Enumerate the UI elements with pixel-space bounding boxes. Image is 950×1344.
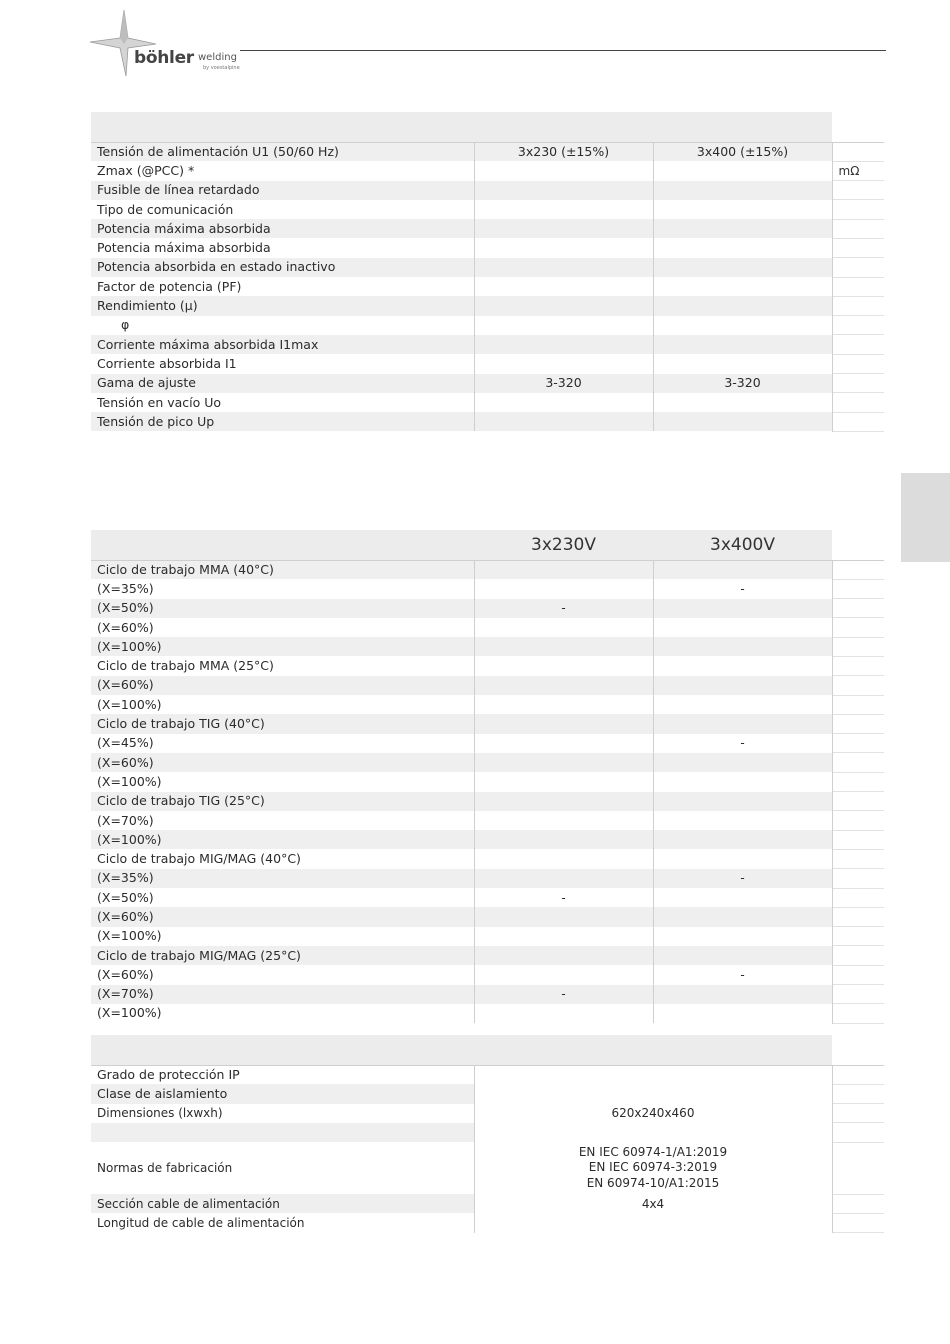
unit-cell: [832, 316, 884, 335]
row-label: Sección cable de alimentación: [91, 1194, 474, 1213]
table-row: [91, 637, 884, 656]
value-cell: 620x240x460: [474, 1104, 832, 1123]
value-400v: [653, 656, 832, 675]
brand-name: böhler: [134, 48, 194, 68]
row-label: Tensión en vacío Uo: [91, 393, 474, 412]
table-row: [91, 219, 884, 238]
row-label: Corriente absorbida I1: [91, 354, 474, 373]
unit-cell: [832, 1123, 884, 1142]
table-header-row: [91, 1035, 884, 1065]
value-230v: [474, 412, 653, 431]
unit-cell: [832, 985, 884, 1004]
table-row: [91, 811, 884, 830]
value-400v: [653, 599, 832, 618]
row-label: (X=35%): [91, 869, 474, 888]
unit-cell: [832, 1065, 884, 1084]
unit-cell: [832, 142, 884, 161]
row-label: (X=100%): [91, 1004, 474, 1023]
value-400v: [653, 695, 832, 714]
column-header-230v: 3x230V: [474, 530, 653, 560]
value-230v: [474, 200, 653, 219]
value-cell: 4x4: [474, 1194, 832, 1213]
table-row: [91, 618, 884, 637]
table-row: [91, 374, 884, 393]
row-label: (X=50%): [91, 599, 474, 618]
brand-tagline: by voestalpine: [203, 65, 240, 71]
table-header-row: [91, 530, 884, 560]
value-400v: [653, 560, 832, 579]
value-400v: [653, 811, 832, 830]
value-230v: [474, 927, 653, 946]
row-label: Tensión de pico Up: [91, 412, 474, 431]
value-230v: [474, 830, 653, 849]
unit-cell: [832, 869, 884, 888]
row-label: Longitud de cable de alimentación: [91, 1213, 474, 1232]
value-230v: [474, 579, 653, 598]
row-label: (X=35%): [91, 579, 474, 598]
row-label: Potencia máxima absorbida: [91, 238, 474, 257]
value-230v: [474, 811, 653, 830]
table-row: [91, 258, 884, 277]
unit-cell: [832, 849, 884, 868]
unit-cell: [832, 656, 884, 675]
table-row: [91, 354, 884, 373]
row-label: (X=70%): [91, 985, 474, 1004]
table-row: [91, 579, 884, 598]
table-row: [91, 656, 884, 675]
unit-cell: [832, 296, 884, 315]
value-230v: [474, 296, 653, 315]
value-400v: [653, 181, 832, 200]
value-400v: -: [653, 869, 832, 888]
row-label: Potencia máxima absorbida: [91, 219, 474, 238]
value-230v: [474, 618, 653, 637]
value-400v: -: [653, 734, 832, 753]
value-400v: [653, 714, 832, 733]
value-400v: [653, 412, 832, 431]
unit-cell: [832, 946, 884, 965]
unit-cell: [832, 734, 884, 753]
value-400v: [653, 258, 832, 277]
value-400v: [653, 335, 832, 354]
row-label: (X=60%): [91, 965, 474, 984]
value-400v: [653, 927, 832, 946]
value-230v: -: [474, 985, 653, 1004]
value-cell: [474, 1142, 832, 1194]
unit-cell: [832, 1213, 884, 1232]
table-row: [91, 412, 884, 431]
brand-logo: [88, 8, 248, 80]
table-row: [91, 161, 884, 180]
row-label: φ: [91, 316, 474, 335]
unit-cell: [832, 676, 884, 695]
value-230v: [474, 560, 653, 579]
table-row: [91, 753, 884, 772]
value-230v: [474, 965, 653, 984]
table-row: [91, 1213, 884, 1232]
unit-cell: [832, 753, 884, 772]
standard-item: EN IEC 60974-1/A1:2019: [578, 1144, 728, 1159]
unit-cell: [832, 1194, 884, 1213]
unit-cell: [832, 181, 884, 200]
table-row: [91, 946, 884, 965]
row-label: (X=60%): [91, 676, 474, 695]
table-row: [91, 965, 884, 984]
value-cell: [474, 1123, 832, 1142]
value-400v: [653, 219, 832, 238]
value-cell: [474, 1065, 832, 1084]
row-label: Zmax (@PCC) *: [91, 161, 474, 180]
table-row: [91, 734, 884, 753]
general-spec-table: [91, 1035, 884, 1233]
unit-cell: [832, 695, 884, 714]
unit-cell: [832, 1142, 884, 1194]
table-row: [91, 1084, 884, 1103]
table-row: [91, 676, 884, 695]
row-label: Corriente máxima absorbida I1max: [91, 335, 474, 354]
unit-cell: [832, 1004, 884, 1023]
row-label: Gama de ajuste: [91, 374, 474, 393]
row-label: Ciclo de trabajo MMA (40°C): [91, 560, 474, 579]
unit-cell: [832, 219, 884, 238]
table-row: [91, 869, 884, 888]
unit-cell: [832, 335, 884, 354]
unit-cell: [832, 811, 884, 830]
value-230v: [474, 637, 653, 656]
row-label: [91, 1123, 474, 1142]
value-230v: [474, 849, 653, 868]
table-header-row: [91, 112, 884, 142]
column-header-400v: 3x400V: [653, 530, 832, 560]
value-cell: [474, 1084, 832, 1103]
row-label: Fusible de línea retardado: [91, 181, 474, 200]
table-row: [91, 907, 884, 926]
row-label: Rendimiento (μ): [91, 296, 474, 315]
value-400v: [653, 907, 832, 926]
table-row: [91, 277, 884, 296]
unit-cell: [832, 560, 884, 579]
value-400v: 3-320: [653, 374, 832, 393]
unit-cell: [832, 1104, 884, 1123]
value-230v: [474, 335, 653, 354]
unit-cell: [832, 258, 884, 277]
table-row: [91, 181, 884, 200]
brand-suffix: welding: [198, 52, 237, 63]
unit-cell: [832, 579, 884, 598]
row-label: Tensión de alimentación U1 (50/60 Hz): [91, 142, 474, 161]
value-400v: [653, 888, 832, 907]
table-row: [91, 1104, 884, 1123]
value-230v: [474, 792, 653, 811]
row-label: (X=60%): [91, 907, 474, 926]
value-400v: [653, 946, 832, 965]
table-row: [91, 1123, 884, 1142]
table-row: [91, 772, 884, 791]
value-230v: [474, 676, 653, 695]
unit-cell: [832, 927, 884, 946]
unit-cell: [832, 1084, 884, 1103]
value-230v: [474, 772, 653, 791]
value-400v: [653, 1004, 832, 1023]
row-label: Grado de protección IP: [91, 1065, 474, 1084]
value-230v: [474, 277, 653, 296]
value-230v: [474, 656, 653, 675]
value-230v: 3-320: [474, 374, 653, 393]
row-label: Ciclo de trabajo MIG/MAG (25°C): [91, 946, 474, 965]
unit-cell: [832, 965, 884, 984]
value-400v: -: [653, 579, 832, 598]
table-row: [91, 335, 884, 354]
table-row: [91, 888, 884, 907]
row-label: (X=100%): [91, 830, 474, 849]
value-230v: [474, 946, 653, 965]
row-label: Ciclo de trabajo TIG (40°C): [91, 714, 474, 733]
table-row: [91, 792, 884, 811]
value-400v: [653, 354, 832, 373]
unit-cell: [832, 830, 884, 849]
table-row: [91, 1142, 884, 1194]
row-label: Normas de fabricación: [91, 1142, 474, 1194]
standard-item: EN IEC 60974-3:2019: [588, 1160, 718, 1175]
value-400v: [653, 985, 832, 1004]
row-label: (X=50%): [91, 888, 474, 907]
unit-cell: [832, 792, 884, 811]
standard-item: EN 60974-10/A1:2015: [586, 1175, 720, 1190]
row-label: (X=60%): [91, 753, 474, 772]
value-400v: -: [653, 965, 832, 984]
value-230v: [474, 1004, 653, 1023]
value-400v: [653, 316, 832, 335]
value-400v: [653, 830, 832, 849]
value-230v: [474, 316, 653, 335]
table-row: [91, 316, 884, 335]
value-cell: [474, 1213, 832, 1232]
row-label: Potencia absorbida en estado inactivo: [91, 258, 474, 277]
unit-cell: [832, 277, 884, 296]
row-label: (X=100%): [91, 927, 474, 946]
row-label: Ciclo de trabajo TIG (25°C): [91, 792, 474, 811]
unit-cell: [832, 238, 884, 257]
value-400v: [653, 753, 832, 772]
table-row: [91, 296, 884, 315]
value-230v: [474, 393, 653, 412]
side-tab-marker: [901, 473, 950, 562]
duty-cycle-table: [91, 530, 884, 1024]
table-row: [91, 238, 884, 257]
unit-cell: [832, 412, 884, 431]
unit-cell: [832, 354, 884, 373]
value-230v: [474, 238, 653, 257]
value-400v: [653, 637, 832, 656]
value-230v: [474, 714, 653, 733]
table-row: [91, 142, 884, 161]
value-400v: [653, 393, 832, 412]
table-row: [91, 599, 884, 618]
table-row: [91, 985, 884, 1004]
spark-logo-icon: [88, 8, 158, 80]
unit-cell: [832, 599, 884, 618]
standards-list: [481, 1145, 826, 1192]
table-row: [91, 927, 884, 946]
value-230v: -: [474, 888, 653, 907]
value-400v: [653, 200, 832, 219]
value-400v: [653, 849, 832, 868]
unit-cell: [832, 374, 884, 393]
value-400v: [653, 296, 832, 315]
table-row: [91, 1065, 884, 1084]
row-label: Factor de potencia (PF): [91, 277, 474, 296]
value-230v: [474, 258, 653, 277]
row-label: Clase de aislamiento: [91, 1084, 474, 1103]
row-label: Ciclo de trabajo MIG/MAG (40°C): [91, 849, 474, 868]
table-row: [91, 1194, 884, 1213]
value-230v: [474, 181, 653, 200]
row-label: (X=45%): [91, 734, 474, 753]
table-row: [91, 393, 884, 412]
value-400v: [653, 676, 832, 695]
unit-cell: [832, 200, 884, 219]
table-row: [91, 200, 884, 219]
value-230v: [474, 869, 653, 888]
table-row: [91, 695, 884, 714]
value-400v: [653, 792, 832, 811]
value-230v: [474, 219, 653, 238]
unit-cell: [832, 772, 884, 791]
table-row: [91, 849, 884, 868]
value-230v: [474, 354, 653, 373]
unit-cell: [832, 618, 884, 637]
unit-cell: [832, 393, 884, 412]
electrical-spec-table: [91, 112, 884, 432]
row-label: Tipo de comunicación: [91, 200, 474, 219]
unit-cell: [832, 907, 884, 926]
value-230v: [474, 734, 653, 753]
unit-cell: [832, 888, 884, 907]
unit-cell: mΩ: [832, 161, 884, 180]
value-230v: [474, 907, 653, 926]
row-label: (X=100%): [91, 695, 474, 714]
header-rule: [240, 50, 886, 51]
row-label: Dimensiones (lxwxh): [91, 1104, 474, 1123]
row-label: (X=100%): [91, 772, 474, 791]
value-400v: 3x400 (±15%): [653, 142, 832, 161]
value-400v: [653, 618, 832, 637]
unit-cell: [832, 637, 884, 656]
row-label: (X=60%): [91, 618, 474, 637]
value-230v: [474, 695, 653, 714]
row-label: (X=100%): [91, 637, 474, 656]
table-row: [91, 560, 884, 579]
row-label: Ciclo de trabajo MMA (25°C): [91, 656, 474, 675]
value-400v: [653, 772, 832, 791]
row-label: (X=70%): [91, 811, 474, 830]
table-row: [91, 830, 884, 849]
value-400v: [653, 161, 832, 180]
value-400v: [653, 238, 832, 257]
table-row: [91, 1004, 884, 1023]
value-230v: 3x230 (±15%): [474, 142, 653, 161]
value-400v: [653, 277, 832, 296]
unit-cell: [832, 714, 884, 733]
table-row: [91, 714, 884, 733]
value-230v: [474, 161, 653, 180]
value-230v: [474, 753, 653, 772]
value-230v: -: [474, 599, 653, 618]
